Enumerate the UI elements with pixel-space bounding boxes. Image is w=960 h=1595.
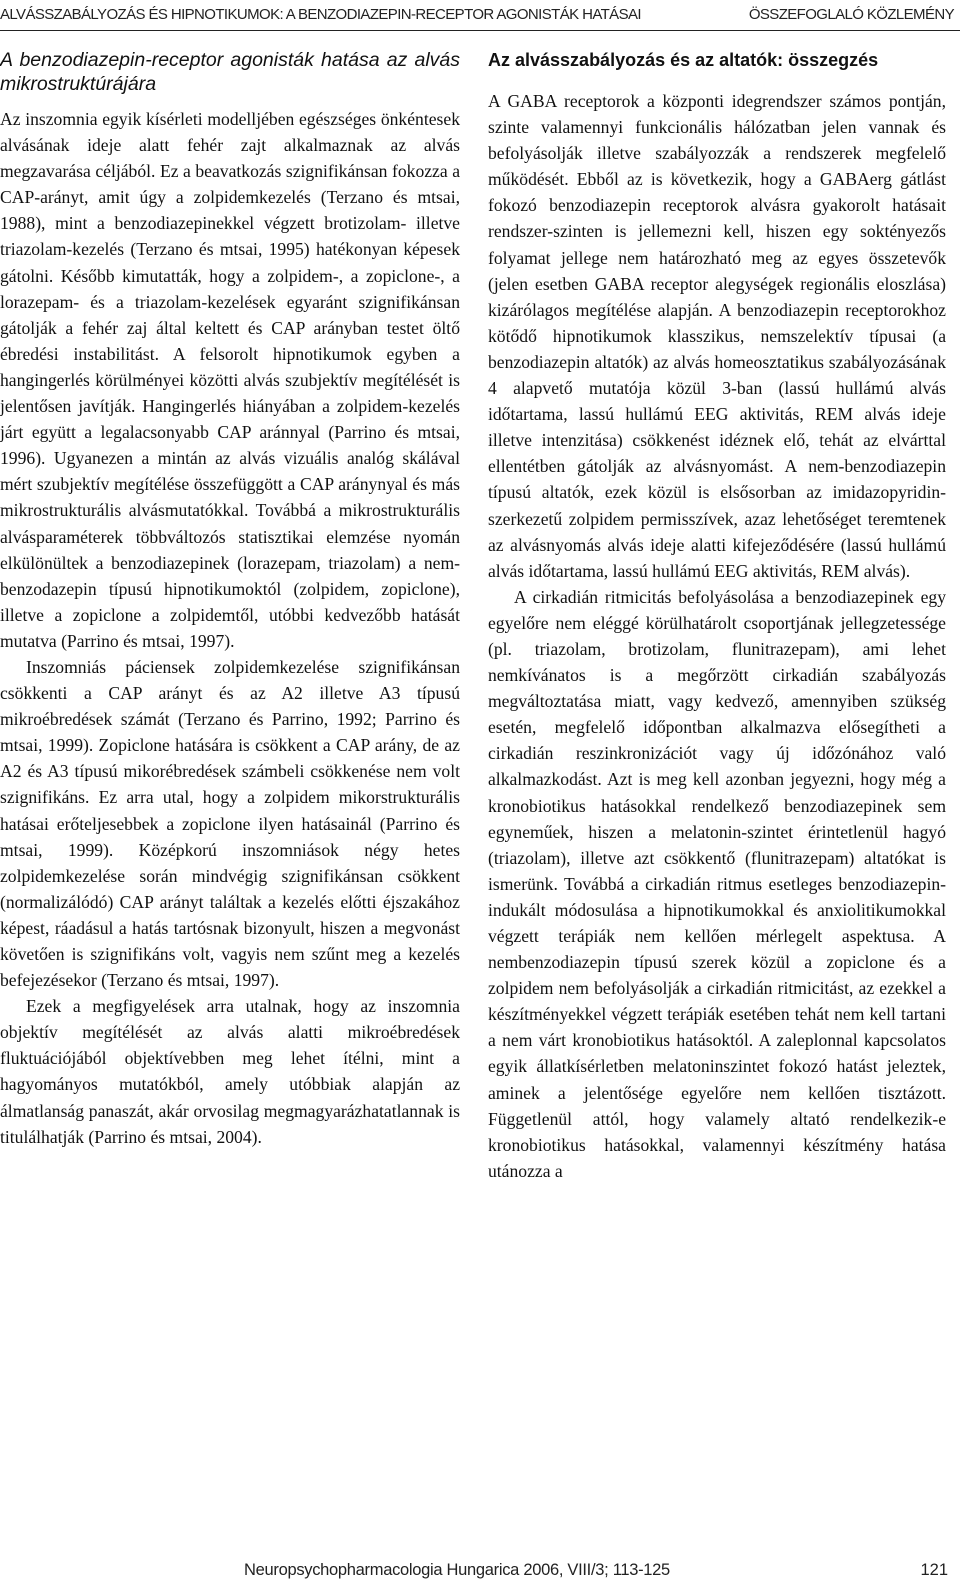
paragraph: Inszomniás páciensek zolpidemkezelése szignifikánsan csökkenti a CAP arányt és az A2 illetve A3 típusú mikroébredések számát (Terzano és Parrino, 1992; Parrino és mtsai, 1999). Zopiclone hatására is csökkent a CAP arány, de az A2 és A3 típusú mikorébredések számbeli csökkenése nem volt szignifikáns. Ez arra utal, hogy a zolpidem mikorstrukturális hatásai erőteljesebbek a zopiclone ilyen hatásainál (Parrino és mtsai, 1999). Középkorú inszomniások négy hetes zolpidemkezelése során mindvégig szignifikánsan csökkent (normalizálódó) CAP arányt találtak a kezelés előtti éjszakához képest, ráadásul a hatás tartósnak bizonyult, hiszen a megvonást követően is szignifikáns volt, vagyis nem szűnt meg a kezelés befejezésekor (Terzano és mtsai, 1997). bbox=[0, 656, 460, 991]
section-heading-summary: Az alvásszabályozás és az altatók: összegzés bbox=[488, 50, 879, 70]
right-column bbox=[488, 48, 946, 1184]
page-number: 121 bbox=[920, 1561, 948, 1579]
section-heading-microstructure: A benzodiazepin-receptor agonisták hatása az alvás mikrostruktúrájára bbox=[0, 49, 460, 95]
journal-citation: Neuropsychopharmacologia Hungarica 2006, VIII/3; 113-125 bbox=[244, 1561, 670, 1579]
page-footer bbox=[0, 1561, 960, 1585]
paragraph: Az inszomnia egyik kísérleti modelljében egészséges önkéntesek alvásának ideje alatt fehér zajt alkalmaznak az alvás megzavarása céljából. Ez a beavatkozás szignifikánsan fokozza a CAP-arányt, amit úgy a zolpidemkezelés (Terzano és mtsai, 1988), mint a benzodiazepinekkel végzett brotizolam- illetve triazolam-kezelés (Terzano és mtsai, 1995) hatékonyan képesek gátolni. Később kimutatták, hogy a zolpidem-, a zopiclone-, a lorazepam- és a triazolam-kezelések egyaránt szignifikánsan gátolják a fehér zaj által keltett és CAP arányban testet öltő ébredési instabilitást. A felsorolt hipnotikumok egyben a hangingerlés körülményei közötti alvás szubjektív megítélését is jelentősen javítják. Hangingerlés hiányában a zolpidem-kezelés járt együtt a legalacsonyabb CAP aránnyal (Parrino és mtsai, 1996). Ugyanezen a mintán az alvás vizuális analóg skálával mért szubjektív megítélése összefüggött a CAP aránynyal és más mikrostrukturális alvásmutatókkal. Továbbá a mikrostrukturális alvásparaméterek többváltozós statisztikai elemzése nyomán elkülönültek a benzodiazepinek (lorazepam, triazolam) a nem-benzodazepin típusú hipnotikumoktól (zolpidem, zopiclone), illetve a zopiclone a zolpidemtől, utóbbi kedvezőbb hatását mutatva (Parrino és mtsai, 1997). bbox=[0, 109, 460, 651]
running-head bbox=[0, 6, 960, 31]
paragraph: A cirkadián ritmicitás befolyásolása a benzodiazepinek egy egyelőre nem eléggé körülhatárolt csoportjának jellegzetessége (pl. triazolam, brotizolam, flunitrazepam), ami lehet nemkívánatos is a megőrzött cirkadián szabályozás megváltoztatása miatt, vagy kedvező, amennyiben szükség esetén, megfelelő időpontban alkalmazva elősegítheti a cirkadián reszinkronizációt vagy új időzónához való alkalmazkodást. Azt is meg kell azonban jegyezni, hogy még a kronobiotikus hatásokkal rendelkező benzodiazepinek sem egyneműek, hiszen a melatonin-szintet érintetlenül hagyó (triazolam), illetve azt csökkentő (flunitrazepam) altatókat is ismerünk. Továbbá a cirkadián ritmus esetleges benzodiazepin-indukált módosulása a hipnotikumokkal és anxiolitikumokkal végzett terápiák nem kellően mérlegelt aspektusa. A nembenzodiazepin típusú szerek közül a zopiclone és a zolpidem nem befolyásolják a cirkadián ritmicitást, az ezekkel a készítményekkel végzett terápiák esetében tehát nem kell tartani a nem várt kronobiotikus hatásoktól. A zaleplonnal kapcsolatos egyik állatkísérletben melatoninszintet fokozó hatást jeleztek, aminek a jelentősége egyelőre nem kellően tisztázott. Függetlenül attól, hogy valamely altató rendelkezik-e kronobiotikus hatásokkal, valamennyi készítmény hatása utánozza a bbox=[488, 586, 946, 1181]
running-head-title: ALVÁSSZABÁLYOZÁS ÉS HIPNOTIKUMOK: A BENZODIAZEPIN-RECEPTOR AGONISTÁK HATÁSAI bbox=[0, 6, 641, 23]
left-column bbox=[0, 48, 460, 1150]
paragraph: Ezek a megfigyelések arra utalnak, hogy az inszomnia objektív megítélését az alvás alatti mikroébredések fluktuációjából objektívebben meg lehet ítélni, mint a hagyományos mutatókból, amely utóbbiak alapján az álmatlanság panaszát, akár orvosilag megmagyarázhatatlannak is titulálhatják (Parrino és mtsai, 2004). bbox=[0, 996, 460, 1147]
paragraph: A GABA receptorok a központi idegrendszer számos pontján, szinte valamennyi funkcionális hálózatban jelen vannak és befolyásolják illetve szabályozzák a rendszerek megfelelő működését. Ebből az is következik, hogy a GABAerg gátlást fokozó benzodiazepin receptorok alvásra gyakorolt hatásait rendszer-szinten is jellemezni kell, hiszen egy soktényezős folyamat jellege nem határozható meg az egyes összetevők (jelen esetben GABA receptor alegységek regionális eloszlása) kizárólagos megítélése alapján. A benzodiazepin receptorokhoz kötődő hipnotikumok klasszikus, nemszelektív típusai (a benzodiazepin altatók) az alvás homeosztatikus szabályozásának 4 alapvető mutatója közül 3-ban (lassú hullámú alvás időtartama, lassú hullámú EEG aktivitás, REM alvás ideje illetve intenzitása) csökkenést idéznek elő, tehát az elvárttal ellentétben gátolják az alvásnyomást. A nem-benzodiazepin típusú altatók, ezek közül is elsősorban az imidazopyridin-szerkezetű zolpidem permisszívek, azaz lehetőséget teremtenek az alvásnyomás alvás ideje alatti kifejeződésére (lassú hullámú alvás időtartama, lassú hullámú EEG aktivitás, REM alvás). bbox=[488, 91, 946, 581]
running-head-section: ÖSSZEFOGLALÓ KÖZLEMÉNY bbox=[748, 6, 954, 23]
